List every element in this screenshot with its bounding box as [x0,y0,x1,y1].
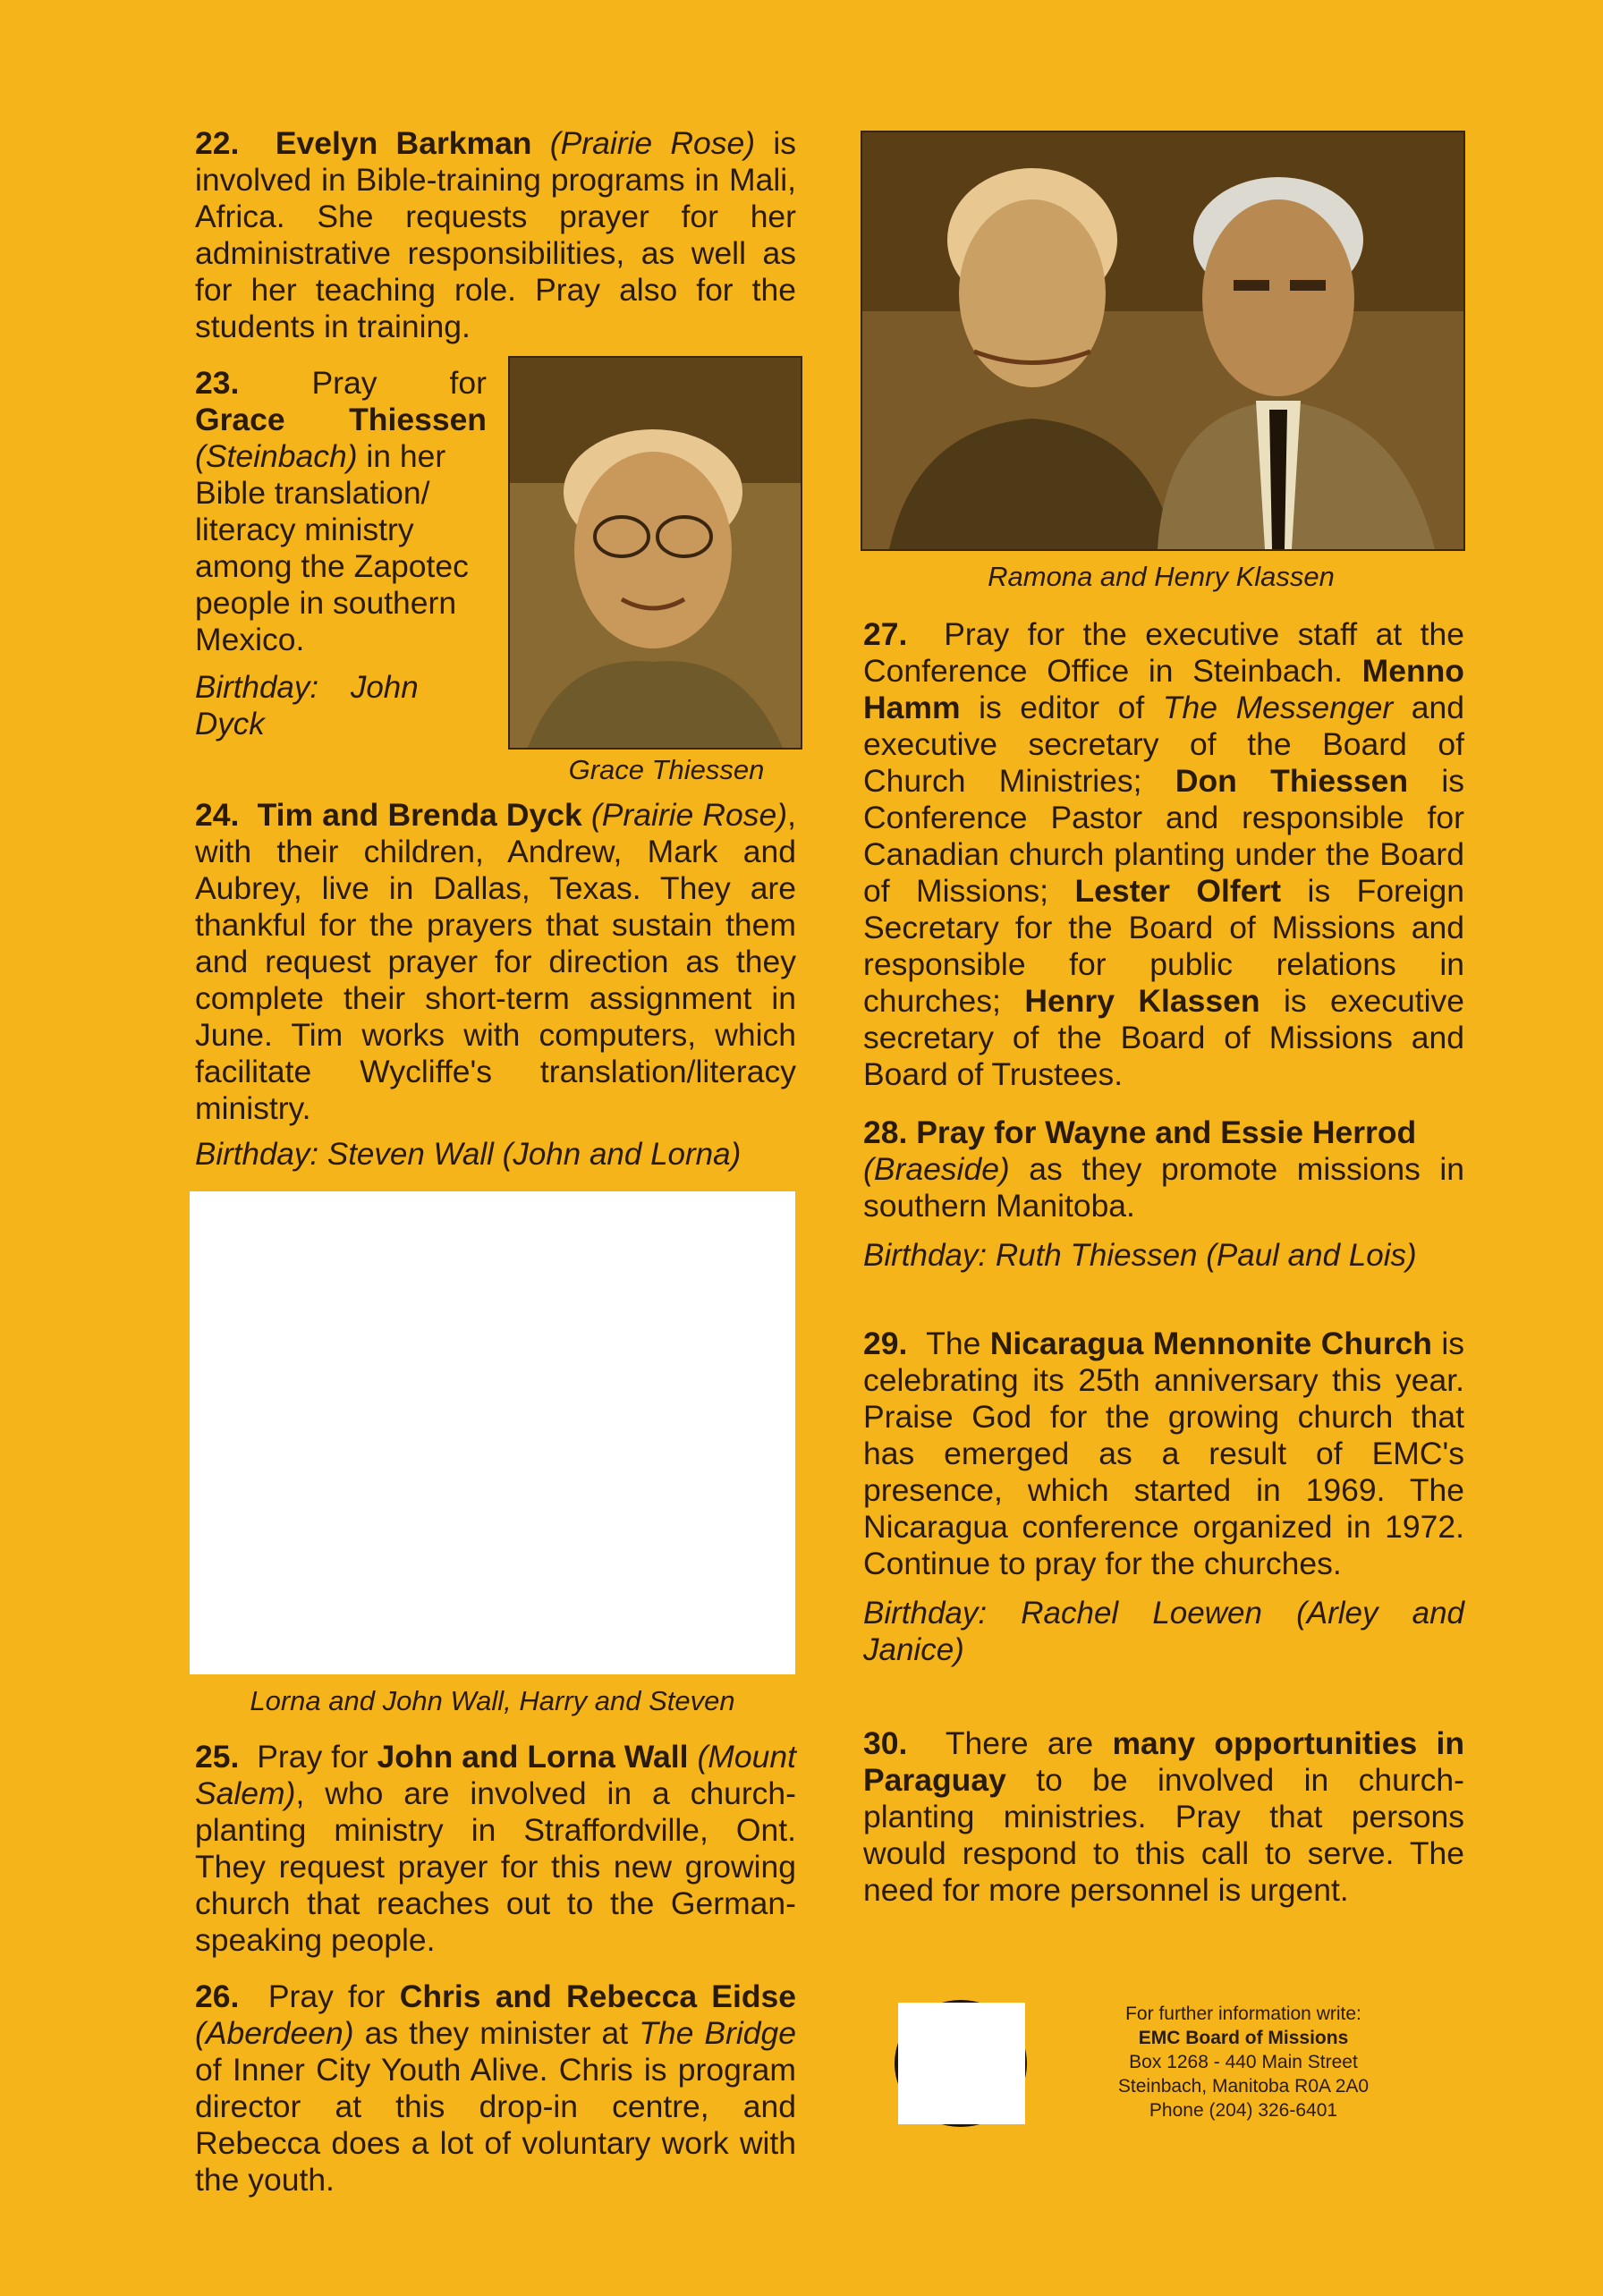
photo-wall-family [190,1191,795,1674]
entry-birthday: Birthday: Ruth Thiessen (Paul and Lois) [863,1238,1417,1273]
entry-29 [863,1326,1464,1668]
entry-22 [195,125,796,345]
photo-klassen [861,131,1465,551]
entry-church: (Aberdeen) [195,2015,354,2051]
entry-italic: The Bridge [639,2015,796,2051]
entry-name: Pray for Wayne and Essie Herrod [916,1114,1417,1150]
entry-text-3: and executive secretary of the Board of Church Ministries; [863,690,1465,799]
entry-church: (Prairie Rose) [549,125,756,161]
entry-text-5: is Foreign Secretary for the Board of Missions and responsible for public relations in churches; [863,873,1464,1019]
portrait-image [862,132,1463,549]
entry-name: many opportunities in Paraguay [863,1725,1465,1798]
entry-28 [863,1114,1464,1274]
entry-number: 25. [195,1739,240,1775]
contact-city: Steinbach, Manitoba R0A 2A0 [1117,2076,1370,2097]
entry-text-2: is editor of [960,690,1163,725]
entry-text: in her Bible translation/ literacy ministry among the Zapotec people in southern Mexico. [195,438,469,657]
entry-text-6: is executive secretary of the Board of Missions and Board of Trustees. [863,983,1464,1092]
entry-text: as they promote missions in southern Manitoba. [863,1151,1464,1224]
entry-text: Pray for the executive staff at the Conference Office in Steinbach. [863,616,1464,689]
staff-name-don-thiessen: Don Thiessen [1175,763,1409,799]
entry-church: (Steinbach) [195,438,358,474]
entry-church: (Braeside) [863,1151,1010,1187]
entry-26 [195,1978,796,2199]
entry-pre: There are [945,1725,1113,1761]
entry-number: 26. [195,1978,240,2014]
entry-name: Nicaragua Mennonite Church [989,1326,1432,1361]
entry-number: 27. [863,616,908,652]
contact-address: Box 1268 - 440 Main Street [1129,2052,1358,2072]
entry-number: 23. [195,365,240,401]
entry-birthday: Birthday: Steven Wall (John and Lorna) [195,1137,742,1172]
entry-text: , who are involved in a church-planting ministry in Straffordville, Ont. They request prayer for this new growing church that reaches out to the German-speaking people. [195,1775,796,1958]
entry-text: as they minister at [353,2015,640,2051]
staff-name-henry-klassen: Henry Klassen [1024,983,1260,1019]
entry-birthday: Birthday: Rachel Loewen (Arley and Janice) [863,1596,1464,1667]
portrait-image [510,358,801,748]
entry-number: 24. [195,797,240,833]
entry-number: 30. [863,1725,908,1761]
entry-pre: The [926,1326,990,1361]
entry-church: (Mount Salem) [195,1739,796,1811]
caption-grace-thiessen: Grace Thiessen [568,754,765,785]
entry-name: John and Lorna Wall [377,1739,689,1775]
entry-30 [863,1725,1464,1909]
entry-number: 28. [863,1114,908,1150]
staff-name-menno-hamm: Menno Hamm [863,653,1464,725]
entry-number: 22. [195,125,240,161]
entry-text: to be involved in church-planting ministries. Pray that persons would respond to this call to serve. The need for more personnel is urgent. [863,1762,1464,1908]
entry-25 [195,1739,796,1959]
contact-info [1073,2002,1413,2122]
entry-text-2: of Inner City Youth Alive. Chris is program director at this drop-in centre, and Rebecca does a lot of voluntary work with the youth. [195,2052,796,2198]
entry-number: 29. [863,1326,908,1361]
caption-klassen: Ramona and Henry Klassen [988,561,1335,592]
entry-text: is involved in Bible-training programs in Mali, Africa. She requests prayer for her administrative responsibilities, as well as for her teaching role. Pray also for the students in training. [195,125,796,344]
contact-phone: Phone (204) 326-6401 [1149,2100,1338,2121]
entry-name: Tim and Brenda Dyck [257,797,582,833]
logo-mark [895,2000,1027,2127]
publication-title: The Messenger [1162,690,1394,725]
entry-church: (Prairie Rose) [590,797,788,833]
staff-name-lester-olfert: Lester Olfert [1074,873,1282,909]
entry-27 [863,616,1464,1093]
contact-intro: For further information write: [1125,2004,1361,2024]
entry-birthday: Birthday: John Dyck [195,670,419,741]
entry-name: Evelyn Barkman [275,125,532,161]
entry-23 [195,365,487,742]
contact-organization: EMC Board of Missions [1138,2028,1349,2048]
entry-text: is celebrating its 25th anniversary this year. Praise God for the growing church that has emerged as a result of EMC's presence, which started in 1969. The Nicaragua conference organized in 1972. Continue to pray for the churches. [863,1326,1464,1581]
entry-pre: Pray for [257,1739,377,1775]
caption-wall-family: Lorna and John Wall, Harry and Steven [250,1685,735,1716]
entry-text: , with their children, Andrew, Mark and Aubrey, live in Dallas, Texas. They are thankful for the prayers that sustain them and request prayer for direction as they complete their short-term assignment in June. Tim works with computers, which facilitate Wycliffe's translation/literacy ministry. [195,797,796,1126]
entry-text-4: is Conference Pastor and responsible for Canadian church planting under the Board of Missions; [863,763,1465,909]
photo-grace-thiessen [508,356,802,750]
entry-pre: Pray for [311,365,487,401]
entry-24 [195,797,796,1173]
entry-name: Chris and Rebecca Eidse [399,1978,797,2014]
entry-name: Grace Thiessen [195,402,487,437]
entry-pre: Pray for [267,1978,400,2014]
